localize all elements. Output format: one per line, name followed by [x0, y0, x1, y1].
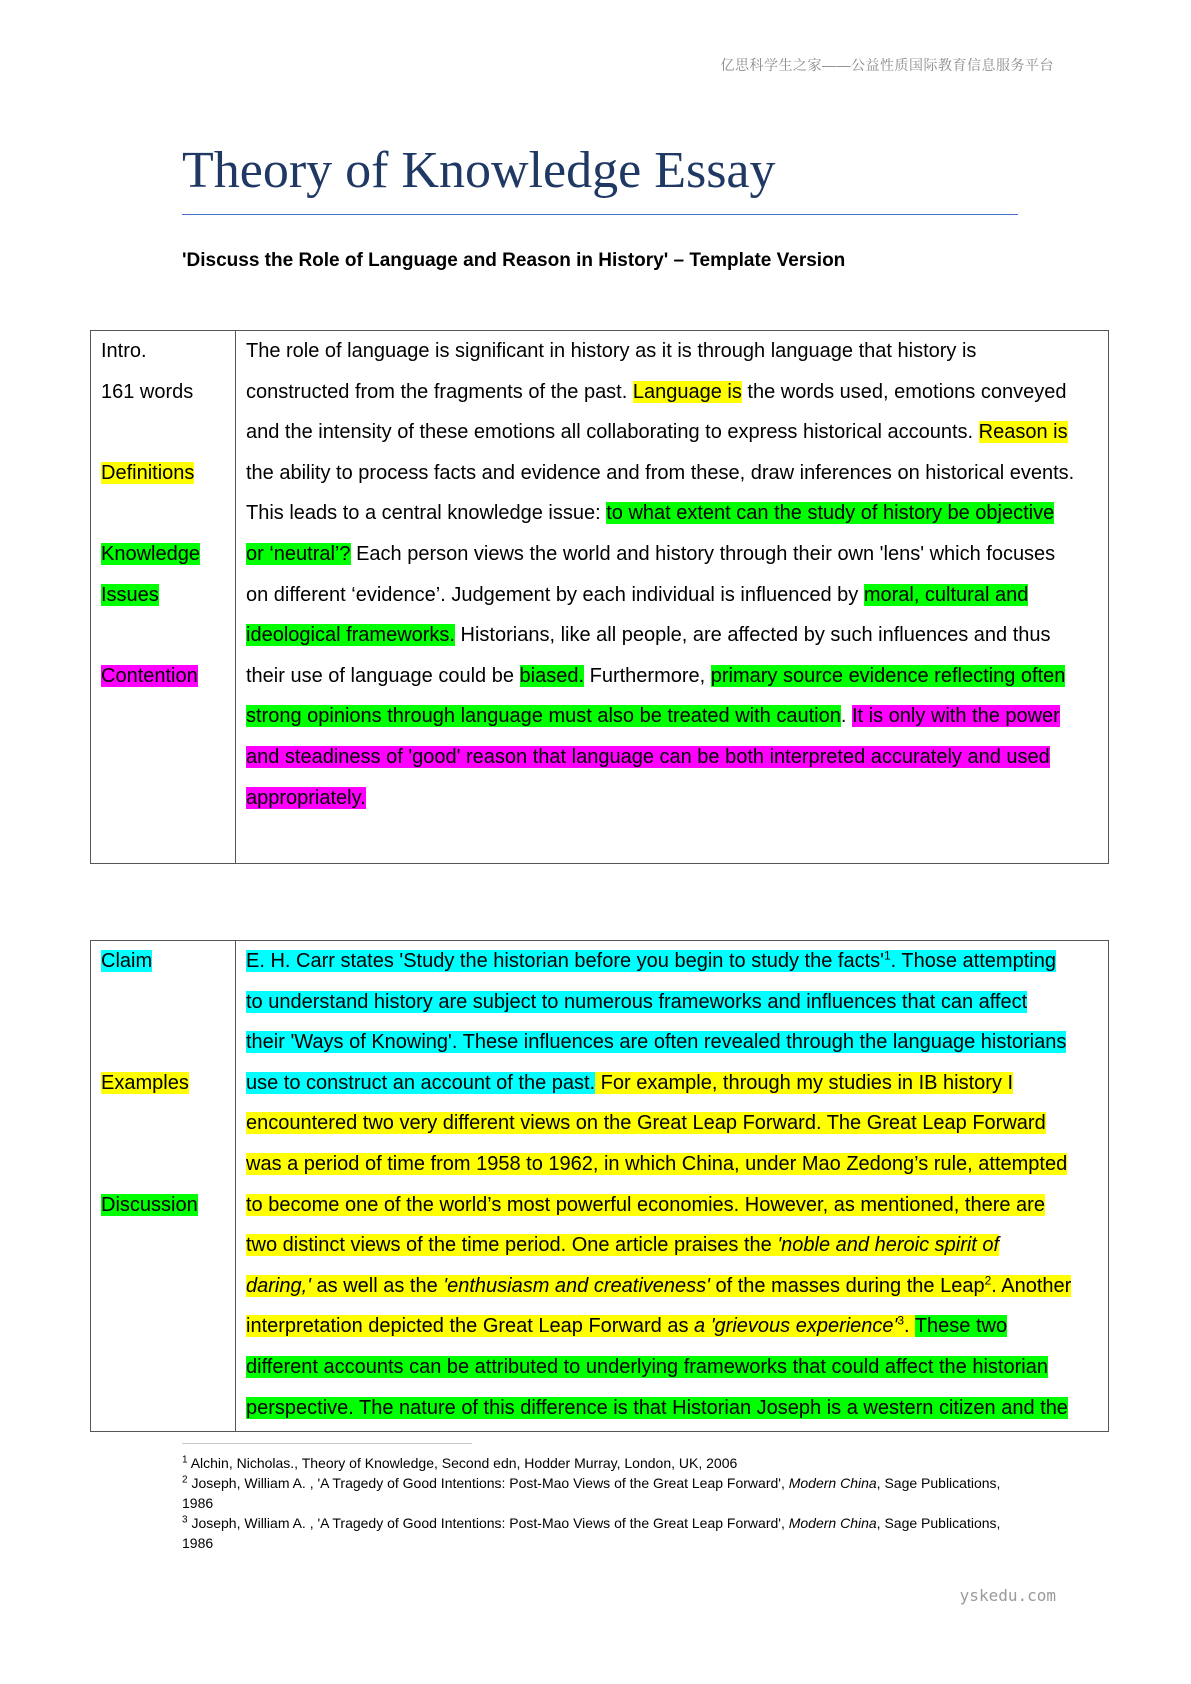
- intro-line: and steadiness of 'good' reason that language can be both interpreted accurately and used: [246, 745, 1050, 768]
- footer-site-url: yskedu.com: [959, 1586, 1056, 1605]
- intro-table: [90, 330, 1109, 864]
- claim-line: use to construct an account of the past. For example, through my studies in IB history I: [246, 1071, 1014, 1094]
- title-divider: [182, 214, 1018, 215]
- claim-label: Claim: [101, 950, 153, 972]
- intro-line: appropriately.: [246, 786, 366, 809]
- intro-line: on different ‘evidence’. Judgement by each individual is influenced by moral, cultural and: [246, 583, 1029, 606]
- claim-line: to become one of the world’s most powerful economies. However, as mentioned, there are: [246, 1193, 1045, 1216]
- footnote-ref-1: 1: [883, 948, 891, 963]
- claim-side-column: [91, 941, 236, 1432]
- claim-line: different accounts can be attributed to underlying frameworks that could affect the historian: [246, 1355, 1048, 1378]
- spacer: [101, 982, 225, 1023]
- intro-label: Intro.: [101, 340, 147, 362]
- intro-line: constructed from the fragments of the past. Language is the words used, emotions conveyed: [246, 380, 1067, 403]
- footnote-1: $^1$ Alchin, Nicholas., Theory of Knowledge, Second edn, Hodder Murray, London, UK, 2006: [182, 1454, 738, 1471]
- intro-line: This leads to a central knowledge issue: to what extent can the study of history be objective: [246, 502, 1055, 525]
- claim-line: E. H. Carr states 'Study the historian before you begin to study the $facts'^1$. Those attempting: [246, 948, 1056, 972]
- spacer: [101, 615, 225, 656]
- intro-side-column: [91, 331, 236, 864]
- footnote-divider: [182, 1443, 472, 1444]
- spacer: [101, 493, 225, 534]
- intro-line: The role of language is significant in history as it is through language that history is: [246, 340, 977, 362]
- page-title: Theory of Knowledge Essay: [182, 142, 776, 199]
- contention-label: Contention: [101, 664, 198, 687]
- footnotes: [182, 1453, 1012, 1553]
- intro-body-column: [236, 331, 1109, 864]
- footnote-ref-3: 3: [897, 1313, 905, 1328]
- knowledge-issues-label: Knowledge: [101, 542, 200, 565]
- spacer: [101, 1144, 225, 1185]
- claim-line: encountered two very different views on the Great Leap Forward. The Great Leap Forward: [246, 1112, 1046, 1135]
- footnote-3: $^3$ Joseph, William A. , 'A Tragedy of Good Intentions: Post-Mao Views of the Great Leap Forward', Modern China, Sage Publications, 1986: [182, 1514, 1001, 1551]
- claim-line: daring,' as well as the 'enthusiasm and creativeness' of the masses during the Leap$^2$. Another: [246, 1273, 1072, 1297]
- claim-line: to understand history are subject to numerous frameworks and influences that can affect: [246, 990, 1028, 1013]
- discussion-label: Discussion: [101, 1193, 198, 1216]
- claim-table: [90, 940, 1109, 1432]
- definitions-label: Definitions: [101, 461, 195, 484]
- footnote-2: $^2$ Joseph, William A. , 'A Tragedy of Good Intentions: Post-Mao Views of the Great Leap Forward', Modern China, Sage Publications, 1986: [182, 1474, 1001, 1511]
- word-count-label: 161 words: [101, 380, 194, 403]
- essay-subtitle: 'Discuss the Role of Language and Reason in History' – Template Version: [182, 250, 846, 271]
- intro-line: the ability to process facts and evidence and from these, draw inferences on historical events.: [246, 461, 1075, 484]
- claim-line: was a period of time from 1958 to 1962, in which China, under Mao Zedong’s rule, attempted: [246, 1152, 1068, 1175]
- knowledge-issues-label: Issues: [101, 583, 159, 606]
- claim-line: two distinct views of the time period. One article praises the 'noble and heroic spirit of: [246, 1234, 1000, 1257]
- spacer: [101, 1022, 225, 1063]
- claim-body-column: [236, 941, 1109, 1432]
- claim-line: perspective. The nature of this difference is that Historian Joseph is a western citizen and the: [246, 1396, 1068, 1419]
- footnote-ref-2: 2: [984, 1273, 992, 1288]
- intro-line: strong opinions through language must also be treated with caution. It is only with the power: [246, 705, 1060, 728]
- examples-label: Examples: [101, 1071, 189, 1094]
- header-site-name: 亿思科学生之家——公益性质国际教育信息服务平台: [720, 57, 1054, 73]
- claim-line: interpretation depicted the Great Leap Forward as a 'grievous $experience'^3$. These two: [246, 1313, 1008, 1338]
- spacer: [101, 412, 225, 453]
- intro-line: or ‘neutral’? Each person views the world and history through their own 'lens' which focuses: [246, 542, 1056, 565]
- claim-line: their 'Ways of Knowing'. These influences are often revealed through the language historians: [246, 1031, 1067, 1054]
- spacer: [101, 1103, 225, 1144]
- intro-line: and the intensity of these emotions all collaborating to express historical accounts. Reason is: [246, 421, 1068, 444]
- intro-line: their use of language could be biased. Furthermore, primary source evidence reflecting often: [246, 664, 1066, 687]
- intro-line: ideological frameworks. Historians, like all people, are affected by such influences and thus: [246, 624, 1051, 647]
